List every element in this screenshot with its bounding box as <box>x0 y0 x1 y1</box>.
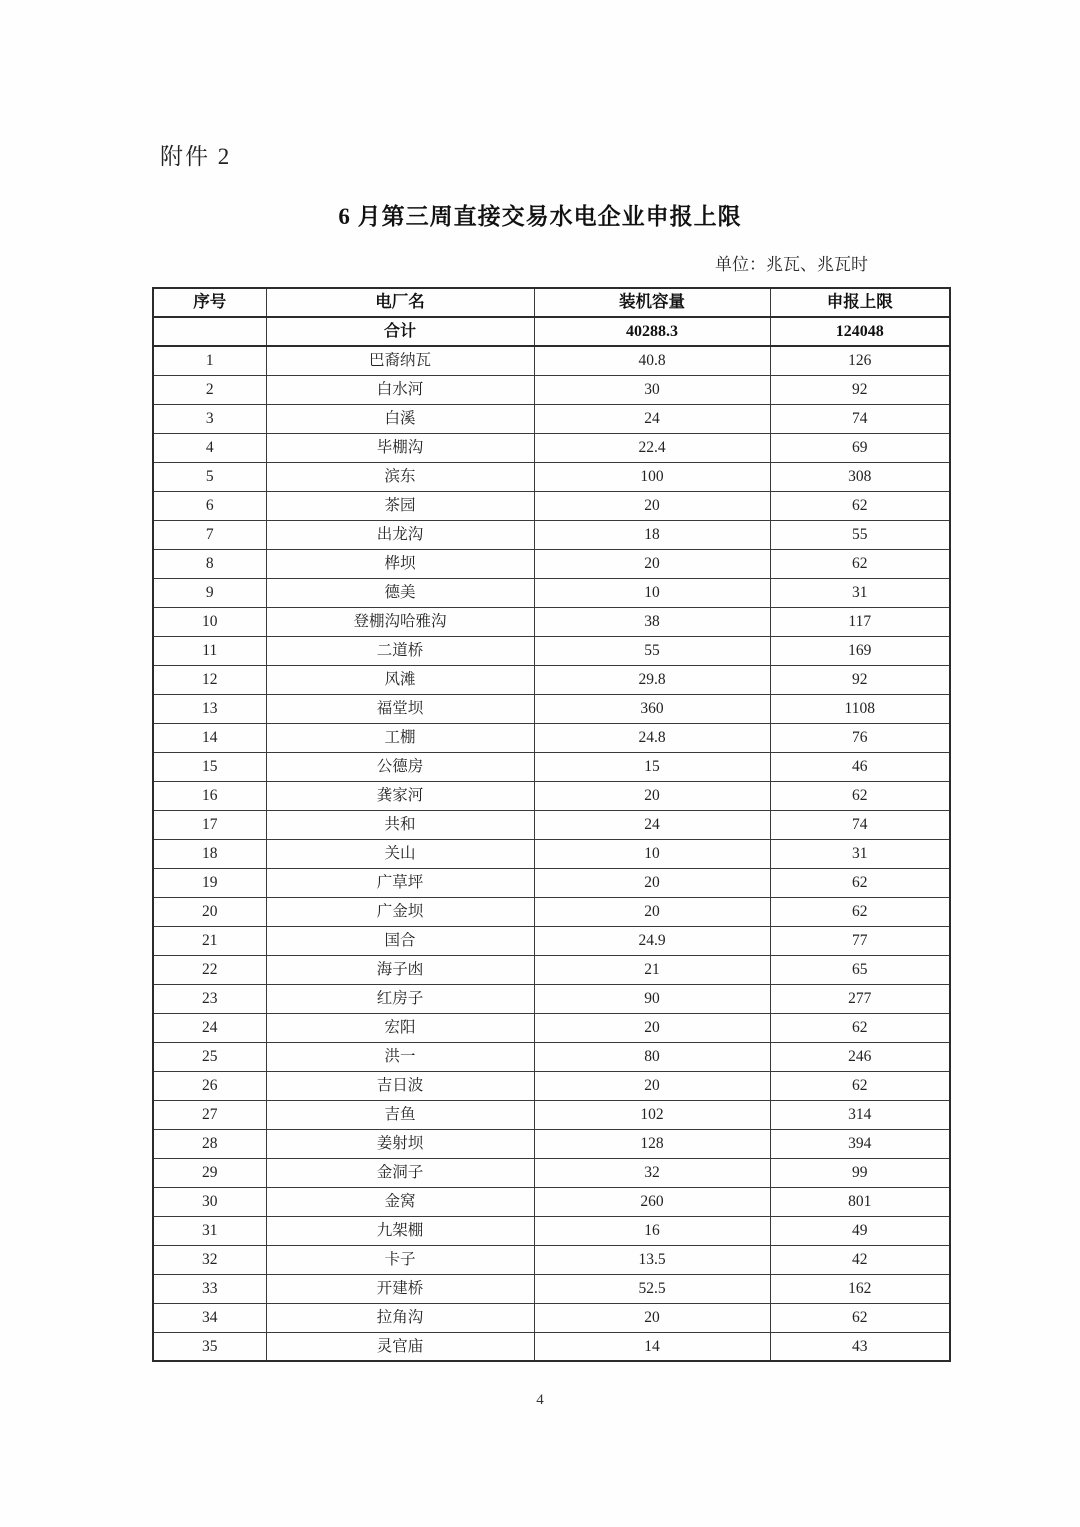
table-row <box>153 1274 950 1303</box>
limit-cell: 277 <box>770 984 950 1013</box>
capacity-cell: 20 <box>534 781 770 810</box>
table-row <box>153 1332 950 1361</box>
plant-name-cell: 广草坪 <box>266 868 534 897</box>
capacity-cell: 29.8 <box>534 665 770 694</box>
serial-number-cell: 30 <box>153 1187 266 1216</box>
capacity-cell: 20 <box>534 897 770 926</box>
table-header-row <box>153 288 950 317</box>
plant-name-cell: 红房子 <box>266 984 534 1013</box>
table-row <box>153 1013 950 1042</box>
table-row <box>153 810 950 839</box>
table-row <box>153 578 950 607</box>
unit-note: 单位：兆瓦、兆瓦时 <box>715 255 868 274</box>
table-body <box>153 317 950 1361</box>
limit-cell: 62 <box>770 868 950 897</box>
plant-name-cell: 白水河 <box>266 375 534 404</box>
capacity-cell: 20 <box>534 491 770 520</box>
table-row <box>153 839 950 868</box>
limit-cell: 43 <box>770 1332 950 1361</box>
serial-number-cell: 10 <box>153 607 266 636</box>
total-capacity-cell: 40288.3 <box>534 317 770 346</box>
table-row <box>153 926 950 955</box>
plant-name-cell: 关山 <box>266 839 534 868</box>
table-row <box>153 1100 950 1129</box>
limit-cell: 117 <box>770 607 950 636</box>
table-row <box>153 1187 950 1216</box>
total-serial-cell <box>153 317 266 346</box>
capacity-cell: 20 <box>534 1013 770 1042</box>
limit-cell: 77 <box>770 926 950 955</box>
plant-name-cell: 出龙沟 <box>266 520 534 549</box>
limit-cell: 92 <box>770 375 950 404</box>
plant-name-cell: 工棚 <box>266 723 534 752</box>
plant-name-cell: 龚家河 <box>266 781 534 810</box>
plant-name-cell: 公德房 <box>266 752 534 781</box>
plant-name-cell: 吉日波 <box>266 1071 534 1100</box>
header-serial-number: 序号 <box>153 288 266 317</box>
plant-name-cell: 金窝 <box>266 1187 534 1216</box>
table-row <box>153 897 950 926</box>
serial-number-cell: 25 <box>153 1042 266 1071</box>
limit-cell: 49 <box>770 1216 950 1245</box>
capacity-cell: 24.9 <box>534 926 770 955</box>
plant-name-cell: 白溪 <box>266 404 534 433</box>
serial-number-cell: 2 <box>153 375 266 404</box>
limit-cell: 62 <box>770 1013 950 1042</box>
header-declaration-limit: 申报上限 <box>770 288 950 317</box>
limit-cell: 62 <box>770 781 950 810</box>
plant-name-cell: 毕棚沟 <box>266 433 534 462</box>
serial-number-cell: 19 <box>153 868 266 897</box>
page-title: 6 月第三周直接交易水电企业申报上限 <box>338 204 742 229</box>
serial-number-cell: 27 <box>153 1100 266 1129</box>
serial-number-cell: 35 <box>153 1332 266 1361</box>
table-row <box>153 1216 950 1245</box>
capacity-cell: 360 <box>534 694 770 723</box>
table-row <box>153 1129 950 1158</box>
serial-number-cell: 9 <box>153 578 266 607</box>
plant-name-cell: 德美 <box>266 578 534 607</box>
limit-cell: 42 <box>770 1245 950 1274</box>
serial-number-cell: 33 <box>153 1274 266 1303</box>
table-row <box>153 375 950 404</box>
serial-number-cell: 22 <box>153 955 266 984</box>
table-row <box>153 1158 950 1187</box>
limit-cell: 169 <box>770 636 950 665</box>
limit-cell: 31 <box>770 839 950 868</box>
capacity-cell: 40.8 <box>534 346 770 375</box>
total-label-cell: 合计 <box>266 317 534 346</box>
serial-number-cell: 4 <box>153 433 266 462</box>
plant-name-cell: 福堂坝 <box>266 694 534 723</box>
plant-name-cell: 茶园 <box>266 491 534 520</box>
serial-number-cell: 31 <box>153 1216 266 1245</box>
capacity-cell: 52.5 <box>534 1274 770 1303</box>
limit-cell: 65 <box>770 955 950 984</box>
table-row <box>153 404 950 433</box>
table-row <box>153 752 950 781</box>
plant-name-cell: 开建桥 <box>266 1274 534 1303</box>
serial-number-cell: 20 <box>153 897 266 926</box>
table-row <box>153 346 950 375</box>
table-row <box>153 607 950 636</box>
table-row <box>153 1042 950 1071</box>
table-row <box>153 955 950 984</box>
capacity-cell: 20 <box>534 1303 770 1332</box>
header-installed-capacity: 装机容量 <box>534 288 770 317</box>
table-row <box>153 665 950 694</box>
total-limit-cell: 124048 <box>770 317 950 346</box>
serial-number-cell: 24 <box>153 1013 266 1042</box>
capacity-cell: 32 <box>534 1158 770 1187</box>
serial-number-cell: 11 <box>153 636 266 665</box>
capacity-cell: 30 <box>534 375 770 404</box>
serial-number-cell: 28 <box>153 1129 266 1158</box>
serial-number-cell: 1 <box>153 346 266 375</box>
capacity-cell: 13.5 <box>534 1245 770 1274</box>
plant-name-cell: 桦坝 <box>266 549 534 578</box>
serial-number-cell: 23 <box>153 984 266 1013</box>
serial-number-cell: 5 <box>153 462 266 491</box>
plant-name-cell: 灵官庙 <box>266 1332 534 1361</box>
capacity-cell: 80 <box>534 1042 770 1071</box>
serial-number-cell: 34 <box>153 1303 266 1332</box>
capacity-cell: 24 <box>534 810 770 839</box>
plant-name-cell: 九架棚 <box>266 1216 534 1245</box>
plant-name-cell: 洪一 <box>266 1042 534 1071</box>
serial-number-cell: 8 <box>153 549 266 578</box>
limit-cell: 126 <box>770 346 950 375</box>
limit-cell: 92 <box>770 665 950 694</box>
limit-cell: 69 <box>770 433 950 462</box>
plant-name-cell: 拉角沟 <box>266 1303 534 1332</box>
capacity-cell: 10 <box>534 578 770 607</box>
plant-name-cell: 风滩 <box>266 665 534 694</box>
capacity-cell: 21 <box>534 955 770 984</box>
serial-number-cell: 15 <box>153 752 266 781</box>
limit-cell: 55 <box>770 520 950 549</box>
plant-name-cell: 二道桥 <box>266 636 534 665</box>
header-plant-name: 电厂名 <box>266 288 534 317</box>
serial-number-cell: 6 <box>153 491 266 520</box>
limit-cell: 394 <box>770 1129 950 1158</box>
plant-name-cell: 宏阳 <box>266 1013 534 1042</box>
table-row <box>153 781 950 810</box>
serial-number-cell: 3 <box>153 404 266 433</box>
limit-cell: 62 <box>770 1303 950 1332</box>
limit-cell: 308 <box>770 462 950 491</box>
plant-name-cell: 吉鱼 <box>266 1100 534 1129</box>
limit-cell: 46 <box>770 752 950 781</box>
table-row <box>153 868 950 897</box>
table-row <box>153 1245 950 1274</box>
limit-cell: 74 <box>770 810 950 839</box>
limit-cell: 62 <box>770 491 950 520</box>
serial-number-cell: 13 <box>153 694 266 723</box>
capacity-cell: 14 <box>534 1332 770 1361</box>
table-row <box>153 694 950 723</box>
plant-name-cell: 广金坝 <box>266 897 534 926</box>
plant-name-cell: 卡子 <box>266 1245 534 1274</box>
limit-cell: 314 <box>770 1100 950 1129</box>
serial-number-cell: 18 <box>153 839 266 868</box>
table-row <box>153 491 950 520</box>
serial-number-cell: 17 <box>153 810 266 839</box>
capacity-cell: 260 <box>534 1187 770 1216</box>
limit-cell: 31 <box>770 578 950 607</box>
plant-name-cell: 海子凼 <box>266 955 534 984</box>
limit-cell: 99 <box>770 1158 950 1187</box>
limit-cell: 62 <box>770 897 950 926</box>
plant-name-cell: 滨东 <box>266 462 534 491</box>
serial-number-cell: 32 <box>153 1245 266 1274</box>
plant-name-cell: 金洞子 <box>266 1158 534 1187</box>
capacity-cell: 38 <box>534 607 770 636</box>
total-row <box>153 317 950 346</box>
table-row <box>153 520 950 549</box>
capacity-cell: 10 <box>534 839 770 868</box>
table-row <box>153 984 950 1013</box>
capacity-cell: 90 <box>534 984 770 1013</box>
table-row <box>153 1071 950 1100</box>
limit-cell: 801 <box>770 1187 950 1216</box>
capacity-cell: 20 <box>534 1071 770 1100</box>
table-row <box>153 462 950 491</box>
declaration-table <box>152 287 951 1362</box>
capacity-cell: 18 <box>534 520 770 549</box>
capacity-cell: 16 <box>534 1216 770 1245</box>
table-row <box>153 723 950 752</box>
plant-name-cell: 登棚沟哈雅沟 <box>266 607 534 636</box>
plant-name-cell: 姜射坝 <box>266 1129 534 1158</box>
limit-cell: 162 <box>770 1274 950 1303</box>
serial-number-cell: 7 <box>153 520 266 549</box>
limit-cell: 74 <box>770 404 950 433</box>
capacity-cell: 24 <box>534 404 770 433</box>
limit-cell: 62 <box>770 549 950 578</box>
serial-number-cell: 26 <box>153 1071 266 1100</box>
plant-name-cell: 国合 <box>266 926 534 955</box>
plant-name-cell: 共和 <box>266 810 534 839</box>
capacity-cell: 100 <box>534 462 770 491</box>
capacity-cell: 128 <box>534 1129 770 1158</box>
table-row <box>153 549 950 578</box>
attachment-label: 附件 2 <box>160 144 232 169</box>
capacity-cell: 55 <box>534 636 770 665</box>
serial-number-cell: 29 <box>153 1158 266 1187</box>
capacity-cell: 20 <box>534 868 770 897</box>
table-row <box>153 433 950 462</box>
serial-number-cell: 21 <box>153 926 266 955</box>
capacity-cell: 20 <box>534 549 770 578</box>
serial-number-cell: 12 <box>153 665 266 694</box>
plant-name-cell: 巴裔纳瓦 <box>266 346 534 375</box>
page-number: 4 <box>536 1392 544 1408</box>
limit-cell: 76 <box>770 723 950 752</box>
capacity-cell: 15 <box>534 752 770 781</box>
capacity-cell: 102 <box>534 1100 770 1129</box>
capacity-cell: 24.8 <box>534 723 770 752</box>
limit-cell: 1108 <box>770 694 950 723</box>
declaration-table-container <box>152 287 949 1362</box>
table-row <box>153 1303 950 1332</box>
serial-number-cell: 14 <box>153 723 266 752</box>
capacity-cell: 22.4 <box>534 433 770 462</box>
table-row <box>153 636 950 665</box>
limit-cell: 62 <box>770 1071 950 1100</box>
limit-cell: 246 <box>770 1042 950 1071</box>
serial-number-cell: 16 <box>153 781 266 810</box>
